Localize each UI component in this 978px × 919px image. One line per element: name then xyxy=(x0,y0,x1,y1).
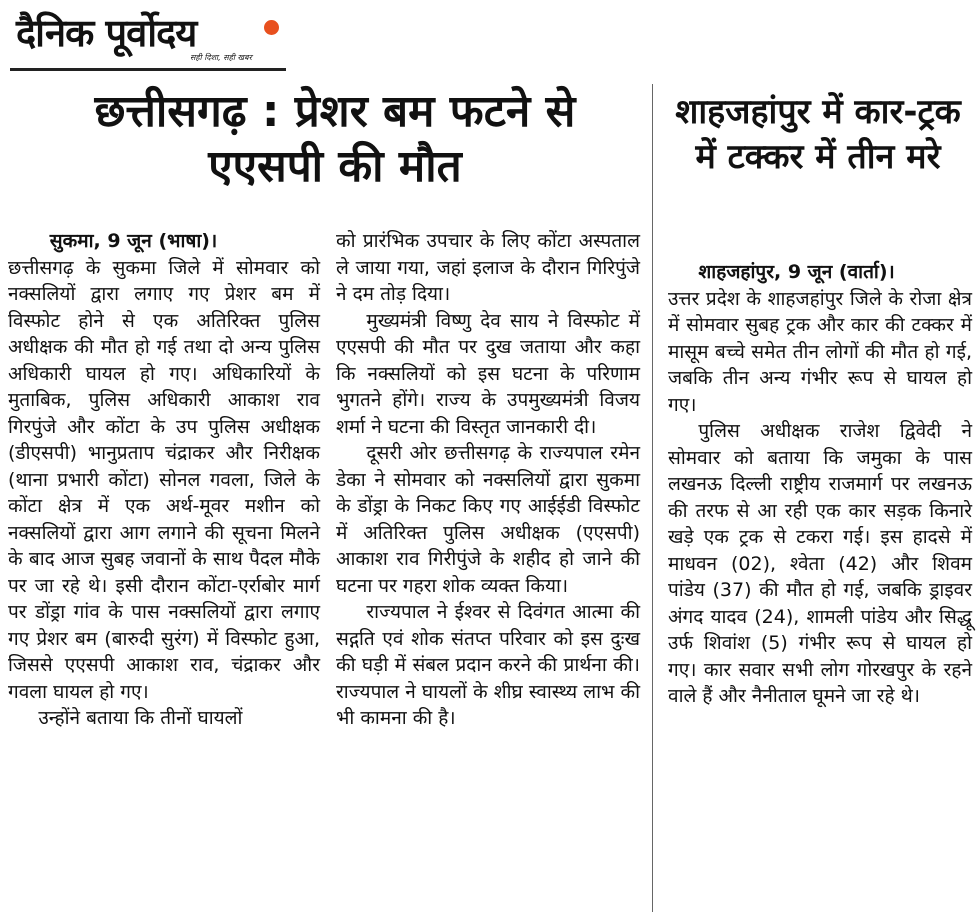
article2-paragraph: पुलिस अधीक्षक राजेश द्विवेदी ने सोमवार को बताया कि जमुका के पास लखनऊ दिल्ली राष्ट्रीय राजमार्ग पर लखनऊ की तरफ से आ रही एक कार सड़क किनारे खड़े एक ट्रक से टकरा गई। इस हादसे में माधवन (02), श्वेता (42) और शिवम पांडेय (37) की मौत हो गई, जबकि ड्राइवर अंगद यादव (24), शामली पांडेय और सिद्धू उर्फ शिवांश (5) गंभीर रूप से घायल हो गए। कार सवार सभी लोग गोरखपुर के रहने वाले हैं और नैनीताल घूमने जा रहे थे। xyxy=(668,420,972,707)
article2-lead-paragraph xyxy=(668,259,972,418)
article1-paragraph: को प्रारंभिक उपचार के लिए कोंटा अस्पताल ले जाया गया, जहां इलाज के दौरान गिरिपुंजे ने दम तोड़ दिया। xyxy=(336,230,640,305)
article1-paragraph: मुख्यमंत्री विष्णु देव साय ने विस्फोट में एएसपी की मौत पर दुख जताया और कहा कि नक्सलियों को इस घटना के परिणाम भुगतने होंगे। राज्य के उपमुख्यमंत्री विजय शर्मा ने घटना की विस्तृत जानकारी दी। xyxy=(336,309,640,438)
article2-dateline: शाहजहांपुर, 9 जून (वार्ता)। xyxy=(698,261,895,283)
article1-column2 xyxy=(336,228,640,732)
article1-dateline: सुकमा, 9 जून (भाषा)। xyxy=(49,230,218,252)
article1-column1 xyxy=(8,228,320,732)
article2-body-text: उत्तर प्रदेश के शाहजहांपुर जिले के रोजा क्षेत्र में सोमवार सुबह ट्रक और कार की टक्कर में मासूम बच्चे समेत तीन लोगों की मौत हो गई, जबकि तीन अन्य गंभीर रूप से घायल हो गए। xyxy=(668,287,972,416)
article1-body-text: छत्तीसगढ़ के सुकमा जिले में सोमवार को नक्सलियों द्वारा लगाए गए प्रेशर बम में विस्फोट होने से एक अतिरिक्त पुलिस अधीक्षक की मौत हो गई तथा दो अन्य पुलिस अधिकारी घायल हो गए। अधिकारियों के मुताबिक, पुलिस अधिकारी आकाश राव गिरपुंजे और कोंटा के उप पुलिस अधीक्षक (डीएसपी) भानुप्रताप चंद्राकर और निरीक्षक (थाना प्रभारी कोंटा) सोनल गवला, जिले के कोंटा क्षेत्र में एक अर्थ-मूवर मशीन को नक्सलियों द्वारा आग लगाने की सूचना मिलने के बाद आज सुबह जवानों के साथ पैदल मौके पर जा रहे थे। इसी दौरान कोंटा-एर्राबोर मार्ग पर डोंड्रा गांव के पास नक्सलियों द्वारा लगाए गए प्रेशर बम (बारुदी सुरंग) में विस्फोट हुआ, जिससे एएसपी आकाश राव, चंद्राकर और गवला घायल हो गए। xyxy=(8,256,320,703)
masthead xyxy=(10,6,286,72)
article1-paragraph: दूसरी ओर छत्तीसगढ़ के राज्यपाल रमेन डेका ने सोमवार को नक्सलियों द्वारा सुकमा के डोंड्रा के निकट किए गए आईईडी विस्फोट में अतिरिक्त पुलिस अधीक्षक (एएसपी) आकाश राव गिरीपुंजे के शहीद हो जाने की घटना पर गहरा शोक व्यक्त किया। xyxy=(336,442,640,597)
newspaper-tagline: सही दिशा, सही खबर xyxy=(190,53,252,62)
article2-column xyxy=(668,259,972,710)
headline-chhattisgarh: छत्तीसगढ़ : प्रेशर बम फटने से एएसपी की मौत xyxy=(94,86,576,192)
newspaper-logo: दैनिक पूर्वोदय xyxy=(16,11,197,55)
article1-paragraph: उन्होंने बताया कि तीनों घायलों xyxy=(38,707,243,729)
article1-paragraph: राज्यपाल ने ईश्वर से दिवंगत आत्मा की सद्गति एवं शोक संतप्त परिवार को इस दुःख की घड़ी में संबल प्रदान करने की प्रार्थना की। राज्यपाल ने घायलों के शीघ्र स्वास्थ्य लाभ की भी कामना की है। xyxy=(336,601,640,729)
column-divider xyxy=(652,84,653,912)
masthead-rule xyxy=(10,68,286,71)
article1-lead-paragraph xyxy=(8,228,320,705)
headline-shahjahanpur: शाहजहांपुर में कार-ट्रक में टक्कर में तीन मरे xyxy=(675,92,961,178)
logo-sun-icon xyxy=(264,20,279,35)
